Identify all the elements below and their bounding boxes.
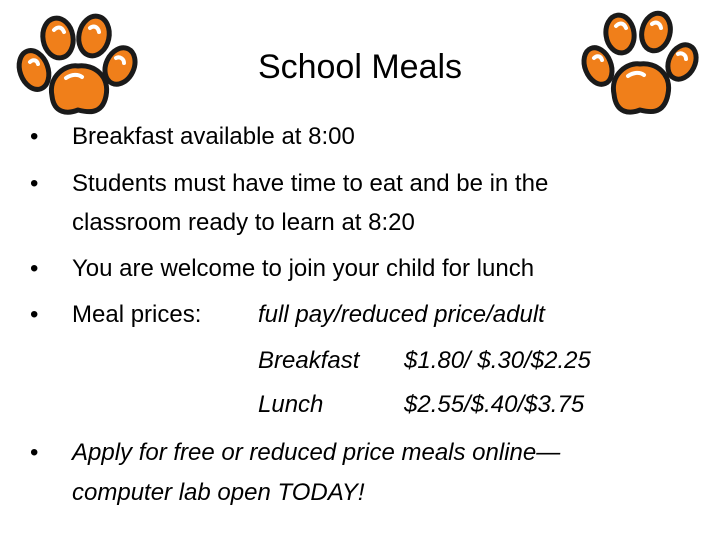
- slide-title: School Meals: [257, 48, 463, 86]
- breakfast-prices: $1.80/ $.30/$2.25: [404, 347, 591, 374]
- apply-online-line2: computer lab open TODAY!: [72, 479, 365, 506]
- apply-online-line1: Apply for free or reduced price meals online—: [72, 439, 561, 466]
- bullet-breakfast-time: Breakfast available at 8:00: [72, 123, 355, 150]
- lunch-label: Lunch: [258, 391, 324, 418]
- bullet-dot: •: [30, 170, 39, 197]
- bullet-dot: •: [30, 255, 39, 282]
- bullet-students-line2: classroom ready to learn at 8:20: [72, 209, 415, 236]
- meal-prices-header: full pay/reduced price/adult: [258, 301, 545, 328]
- breakfast-label: Breakfast: [258, 347, 360, 374]
- lunch-prices: $2.55/$.40/$3.75: [404, 391, 585, 418]
- bullet-join-lunch: You are welcome to join your child for lunch: [72, 255, 535, 282]
- meal-prices-label: Meal prices:: [72, 301, 202, 328]
- bullet-dot: •: [30, 301, 39, 328]
- bullet-students-line1: Students must have time to eat and be in the: [72, 170, 549, 197]
- bullet-dot: •: [30, 123, 39, 150]
- bullet-dot: •: [30, 439, 39, 466]
